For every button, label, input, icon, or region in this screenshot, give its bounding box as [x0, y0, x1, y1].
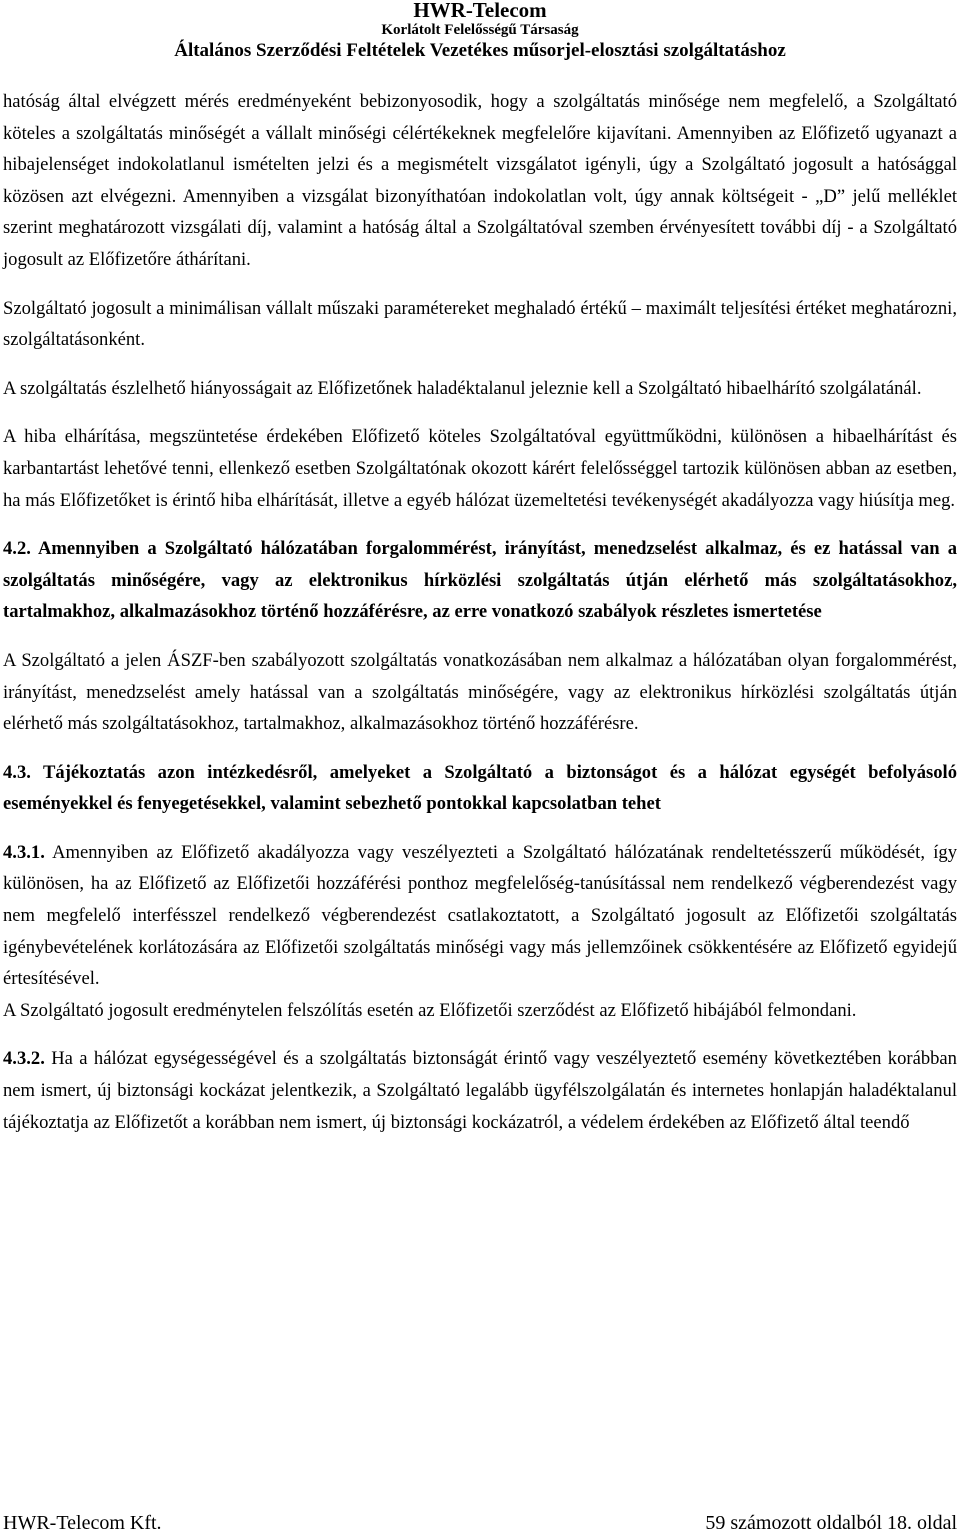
- paragraph-5: A Szolgáltató a jelen ÁSZF-ben szabályozott szolgáltatás vonatkozásában nem alkalmaz a hálózatában olyan forgalommérést, irányítást, menedzselést amely hatással van a szolgáltatás minőségére, vagy az elektronikus hírközlési szolgáltatás útján elérhető más szolgáltatásokhoz, tartalmakhoz, alkalmazásokhoz történő hozzáférésre.: [3, 649, 957, 735]
- paragraph-3: A szolgáltatás észlelhető hiányosságait az Előfizetőnek haladéktalanul jeleznie kell a Szolgáltató hibaelhárító szolgálatánál.: [3, 377, 922, 399]
- page-header: [0, 0, 960, 63]
- paragraph-2: Szolgáltató jogosult a minimálisan vállalt műszaki paramétereket meghaladó értékű – maximált teljesítési értéket meghatározni, szolgáltatásonként.: [3, 297, 957, 351]
- section-4-3-1-number: 4.3.1.: [3, 841, 45, 863]
- section-4-3-number: 4.3.: [3, 761, 31, 783]
- section-4-2-title: Amennyiben a Szolgáltató hálózatában forgalommérést, irányítást, menedzselést alkalmaz, és ez hatással van a szolgáltatás minőségére, vagy az elektronikus hírközlési szolgáltatás útján elérhető más szolgáltatásokhoz, tartalmakhoz, alkalmazásokhoz történő hozzáférésre, az erre vonatkozó szabályok részletes ismertetése: [3, 538, 957, 623]
- section-4-3-1-text: Amennyiben az Előfizető akadályozza vagy veszélyezteti a Szolgáltató hálózatának rendeltetésszerű működését, így különösen, ha az Előfizető az Előfizetői hozzáférési ponthoz megfelelőség-tanúsítással nem rendelkező végberendezést vagy nem megfelelő interfésszel rendelkező végberendezést csatlakoztatott, a Szolgáltató jogosult az Előfizetői szolgáltatás igénybevételének korlátozására az Előfizetői szolgáltatás minőségi vagy más jellemzőinek csökkentésére az Előfizető egyidejű értesítésével.: [3, 841, 957, 990]
- footer-page-info: 59 számozott oldalból 18. oldal: [705, 1512, 957, 1534]
- document-body: [3, 86, 957, 1138]
- page-footer: [3, 1509, 957, 1537]
- header-company: HWR-Telecom: [413, 0, 547, 22]
- section-4-3-title: Tájékoztatás azon intézkedésről, amelyeket a Szolgáltató a biztonságot és a hálózat egységét befolyásoló eseményekkel és fenyegetésekkel, valamint sebezhető pontokkal kapcsolatban tehet: [3, 761, 958, 815]
- paragraph-4: A hiba elhárítása, megszüntetése érdekében Előfizető köteles Szolgáltatóval együttműködni, különösen a hibaelhárítást és karbantartást lehetővé tenni, ellenkező esetben Szolgáltatónak okozott kárért felelősséggel tartozik különösen abban az esetben, ha más Előfizetőket is érintő hiba elhárítását, illetve a egyéb hálózat üzemeltetési tevékenységét akadályozza vagy hiúsítja meg.: [3, 426, 957, 511]
- section-4-3-2-text: Ha a hálózat egységességével és a szolgáltatás biztonságát érintő vagy veszélyeztető esemény következtében korábban nem ismert, új biztonsági kockázat jelentkezik, a Szolgáltató legalább ügyfélszolgálatán és internetes honlapján haladéktalanul tájékoztatja az Előfizetőt a korábban nem ismert, új biztonsági kockázatról, a védelem érdekében az Előfizető által teendő: [3, 1048, 957, 1133]
- section-4-3-2: [3, 1043, 957, 1138]
- section-4-3-heading: [3, 757, 957, 820]
- section-4-3-2-number: 4.3.2.: [3, 1048, 45, 1070]
- section-4-2-number: 4.2.: [3, 538, 31, 560]
- paragraph-1: hatóság által elvégzett mérés eredményeként bebizonyosodik, hogy a szolgáltatás minősége nem megfelelő, a Szolgáltató köteles a szolgáltatás minőségét a vállalt minőségi célértékeknek megfelelőre kijavítani. Amennyiben az Előfizető ugyanazt a hibajelenséget indokolatlanul ismételten jelzi és a megismételt vizsgálatot igényli, úgy a Szolgáltató jogosult a hatósággal közösen azt elvégezni. Amennyiben a vizsgálat bizonyíthatóan indokolatlan volt, úgy annak költségeit - „D” jelű melléklet szerint meghatározott vizsgálati díj, valamint a hatóság által a Szolgáltatóval szemben érvényesített további díj - a Szolgáltató jogosult az Előfizetőre áthárítani.: [3, 91, 957, 270]
- footer-company: HWR-Telecom Kft.: [3, 1512, 162, 1534]
- header-document-title: Általános Szerződési Feltételek Vezetékes műsorjel-elosztási szolgáltatáshoz: [174, 40, 786, 61]
- header-company-type: Korlátolt Felelősségű Társaság: [381, 22, 579, 38]
- paragraph-6: A Szolgáltató jogosult eredménytelen felszólítás esetén az Előfizetői szerződést az Előfizető hibájából felmondani.: [3, 999, 857, 1021]
- section-4-3-1: [3, 837, 957, 995]
- section-4-2-heading: [3, 533, 957, 628]
